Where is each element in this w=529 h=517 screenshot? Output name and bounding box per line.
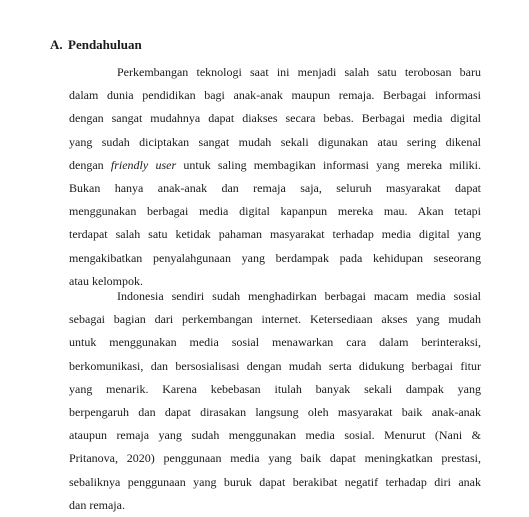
paragraph-line: mengakibatkan penyalahgunaan yang berdampak pada kehidupan seseorang	[69, 250, 481, 265]
paragraph-line: Perkembangan teknologi saat ini menjadi salah satu terobosan baru	[117, 65, 481, 79]
paragraph-line: terdapat salah satu ketidak pahaman masyarakat terhadap media digital yang	[69, 227, 481, 242]
line-text: untuk saling membagikan informasi yang mereka miliki.	[176, 157, 481, 172]
italic-term: friendly user	[110, 157, 177, 172]
section-number: A.	[50, 37, 63, 52]
paragraph-2	[69, 285, 481, 517]
paragraph-line: yang menarik. Karena kebebasan itulah banyak sekali dampak yang	[69, 381, 481, 396]
section-title: Pendahuluan	[68, 37, 142, 52]
paragraph-line: atau kelompok.	[69, 273, 143, 288]
paragraph-line-italic	[69, 154, 481, 177]
section-heading	[50, 37, 142, 53]
paragraph-line: Bukan hanya anak-anak dan remaja saja, seluruh masyarakat dapat	[69, 180, 481, 195]
paragraph-line: untuk menggunakan media sosial menawarkan cara dalam berinteraksi,	[69, 335, 481, 350]
paragraph-line: berpengaruh dan dapat dirasakan langsung oleh masyarakat baik anak-anak	[69, 404, 481, 419]
paragraph-line: ataupun remaja yang sudah menggunakan media sosial. Menurut (Nani &	[69, 428, 481, 443]
paragraph-line: sebagai bagian dari perkembangan internet. Ketersediaan akses yang mudah	[69, 312, 481, 327]
line-text: dengan	[69, 157, 111, 172]
paragraph-line: dengan sangat mudahnya dapat diakses secara bebas. Berbagai media digital	[69, 111, 481, 126]
paragraph-line: dalam dunia pendidikan bagi anak-anak maupun remaja. Berbagai informasi	[69, 88, 481, 103]
paragraph-1	[69, 61, 481, 293]
paragraph-line: berkomunikasi, dan bersosialisasi dengan mudah serta didukung berbagai fitur	[69, 358, 481, 373]
paragraph-line: dan remaja.	[69, 497, 125, 512]
paragraph-line: Indonesia sendiri sudah menghadirkan berbagai macam media sosial	[117, 289, 481, 303]
paragraph-line: yang sudah diciptakan sangat mudah sekali digunakan atau sering dikenal	[69, 134, 481, 149]
paragraph-line: menggunakan berbagai media digital kapanpun mereka mau. Akan tetapi	[69, 204, 481, 219]
paragraph-line: Pritanova, 2020) penggunaan media yang baik dapat meningkatkan prestasi,	[69, 451, 481, 466]
paragraph-line: sebaliknya penggunaan yang buruk dapat berakibat negatif terhadap diri anak	[69, 474, 481, 489]
